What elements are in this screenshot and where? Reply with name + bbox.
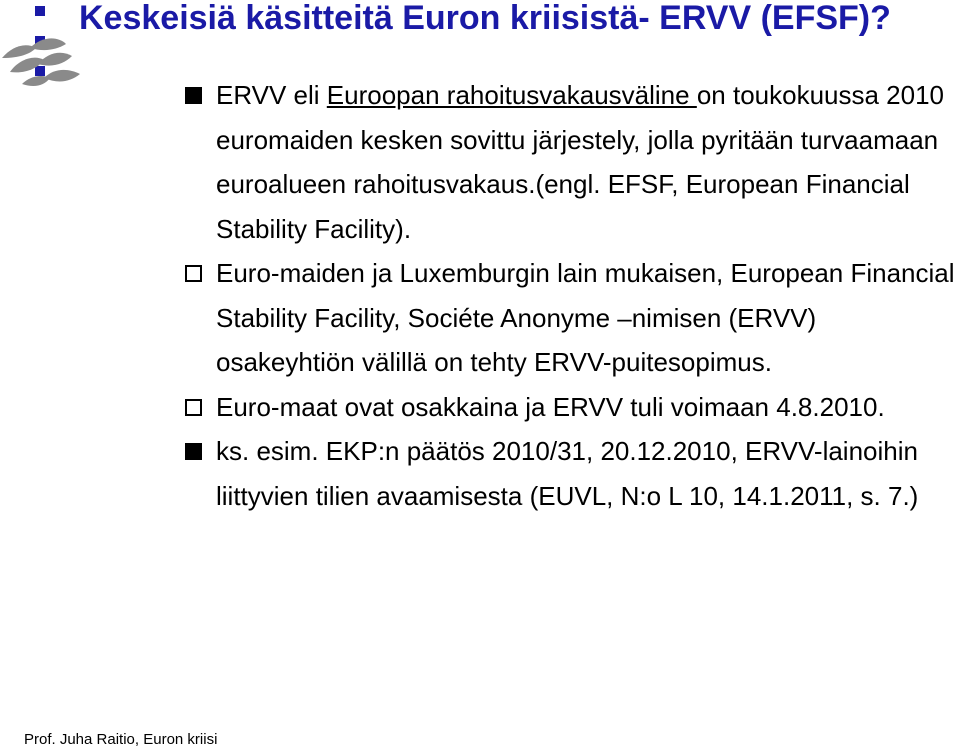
slide-footer: Prof. Juha Raitio, Euron kriisi bbox=[24, 731, 218, 748]
bullet-item bbox=[185, 73, 955, 251]
filled-square-bullet-icon bbox=[185, 87, 202, 104]
filled-square-bullet-icon bbox=[185, 443, 202, 460]
bullet-item bbox=[185, 251, 955, 385]
bullet-text: Euro-maiden ja Luxemburgin lain mukaisen, European Financial Stability Facility, Sociéte Anonyme –nimisen (ERVV) osakeyhtiön välillä on tehty ERVV-puitesopimus. bbox=[216, 258, 955, 377]
efsf-link[interactable]: Euroopan rahoitusvakausväline bbox=[326, 80, 697, 110]
bullet-text: Euro-maat ovat osakkaina ja ERVV tuli voimaan 4.8.2010. bbox=[216, 391, 885, 422]
bullet-text-start: ERVV eli bbox=[216, 80, 327, 110]
bullet-text-rest: on toukokuussa 2010 euromaiden kesken sovittu järjestely, jolla pyritään turvaamaan euroalueen rahoitusvakaus.(engl. EFSF, European Financial Stability Facility). bbox=[216, 80, 945, 244]
bullet-text: ks. esim. EKP:n päätös 2010/31, 20.12.2010, ERVV-lainoihin liittyvien tilien avaamisesta (EUVL, N:o L 10, 14.1.2011, s. 7.) bbox=[216, 436, 919, 511]
hollow-square-bullet-icon bbox=[185, 399, 202, 416]
page-title: Keskeisiä käsitteitä Euron kriisistä- ERVV (EFSF)? bbox=[79, 0, 891, 37]
bullet-list bbox=[185, 73, 955, 518]
university-logo-icon bbox=[0, 28, 85, 103]
hollow-square-bullet-icon bbox=[185, 265, 202, 282]
bullet-item bbox=[185, 429, 955, 518]
bullet-item bbox=[185, 385, 955, 430]
